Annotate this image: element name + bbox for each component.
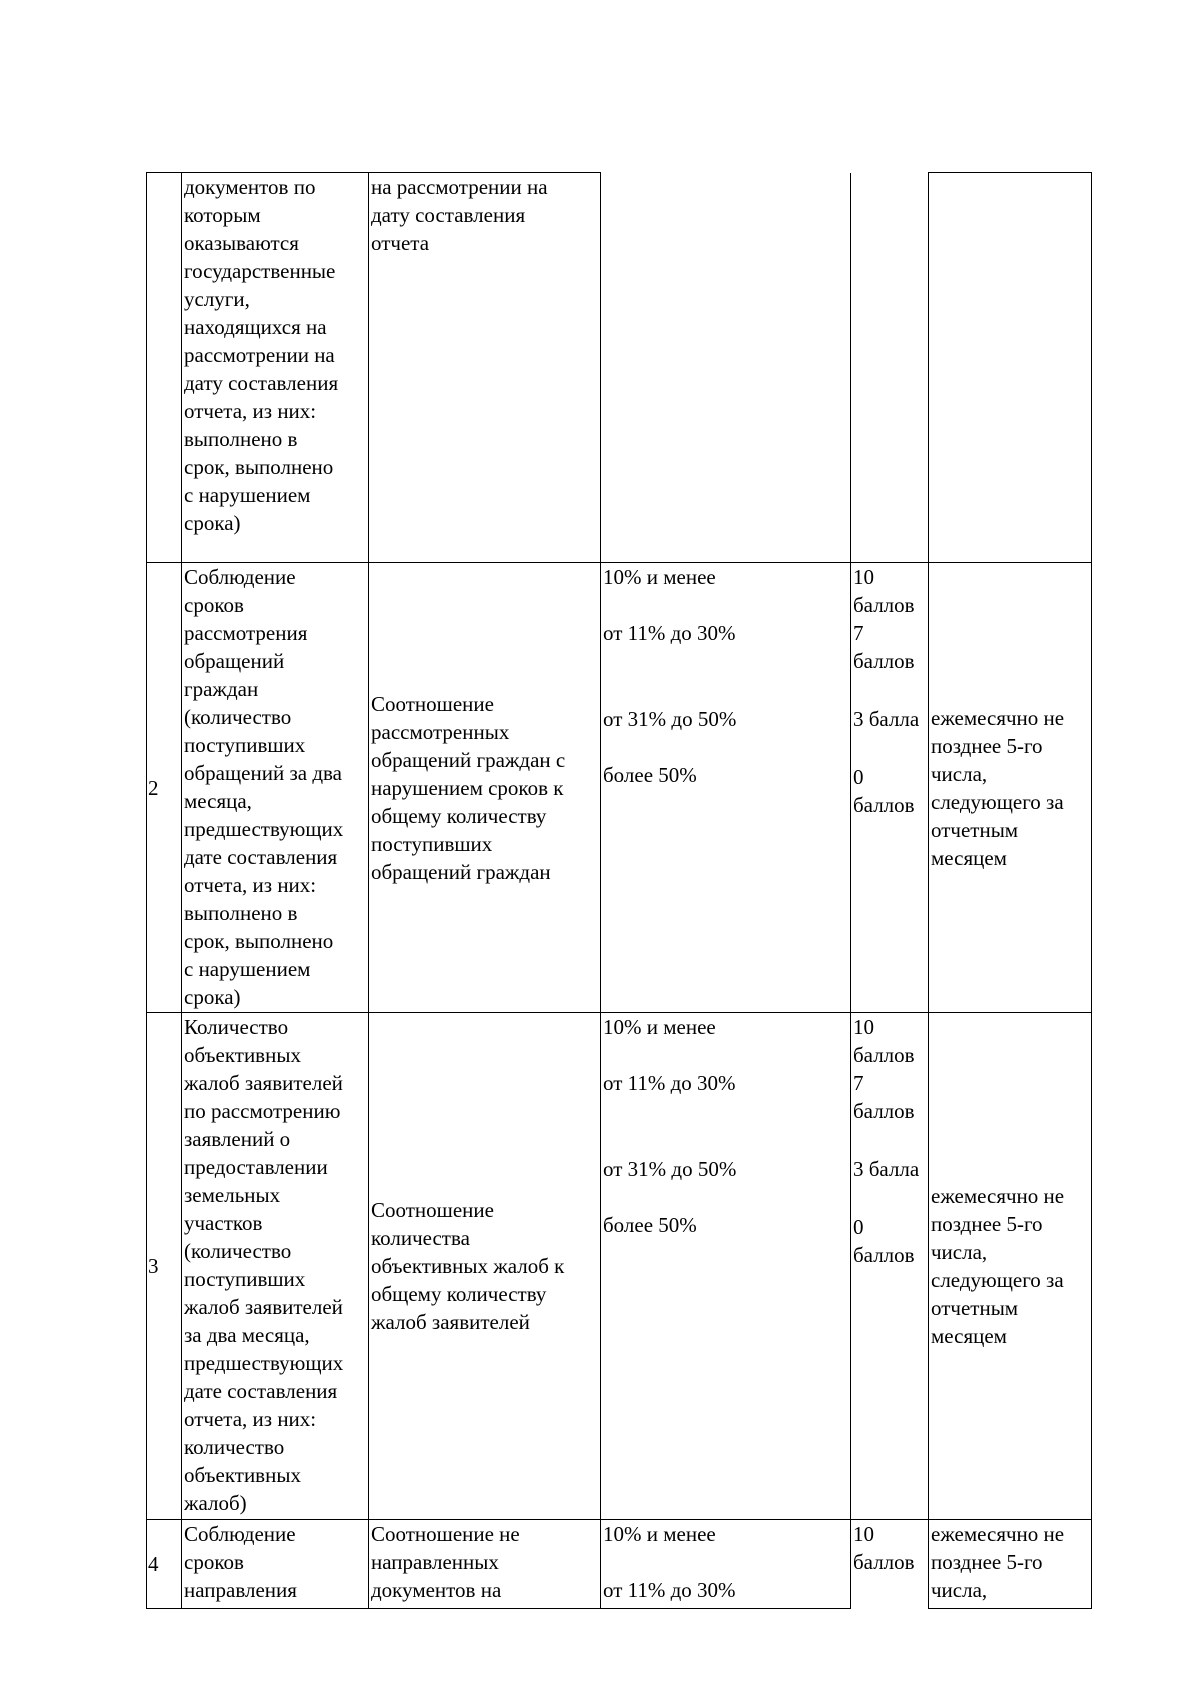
formula-cell: Соотношение количества объективных жалоб к общему количеству жалоб заявителей [369, 1013, 601, 1520]
deadline-cell: ежемесячно не позднее 5-го числа, следующего за отчетным месяцем [929, 563, 1092, 1013]
table-row [147, 1520, 1092, 1609]
row-number-cell: 4 [147, 1520, 182, 1609]
indicator-cell: Количество объективных жалоб заявителей по рассмотрению заявлений о предоставлении земельных участков (количество поступивших жалоб заявителей за два месяца, предшествующих дате составления отчета, из них: количество объективных жалоб) [182, 1013, 369, 1520]
table-row [147, 1013, 1092, 1520]
criteria-cell [601, 173, 851, 563]
points-cell: 10 баллов 7 баллов 3 балла 0 баллов [851, 1013, 929, 1520]
row-number-cell: 3 [147, 1013, 182, 1520]
deadline-cell [929, 173, 1092, 563]
deadline-cell: ежемесячно не позднее 5-го числа, следующего за отчетным месяцем [929, 1013, 1092, 1520]
indicator-cell: документов по которым оказываются государственные услуги, находящихся на рассмотрении на дату составления отчета, из них: выполнено в срок, выполнено с нарушением срока) [182, 173, 369, 563]
indicator-cell: Соблюдение сроков рассмотрения обращений граждан (количество поступивших обращений за два месяца, предшествующих дате составления отчета, из них: выполнено в срок, выполнено с нарушением срока) [182, 563, 369, 1013]
criteria-cell: 10% и менее от 11% до 30% от 31% до 50% более 50% [601, 1013, 851, 1520]
formula-cell: Соотношение рассмотренных обращений граждан с нарушением сроков к общему количеству поступивших обращений граждан [369, 563, 601, 1013]
deadline-cell: ежемесячно не позднее 5-го числа, [929, 1520, 1092, 1609]
points-cell: 10 баллов 7 баллов 3 балла 0 баллов [851, 563, 929, 1013]
criteria-cell: 10% и менее от 11% до 30% [601, 1520, 851, 1609]
table-row [147, 173, 1092, 563]
formula-cell: Соотношение не направленных документов на [369, 1520, 601, 1609]
formula-cell: на рассмотрении на дату составления отчета [369, 173, 601, 563]
row-number-cell [147, 173, 182, 563]
indicator-cell: Соблюдение сроков направления [182, 1520, 369, 1609]
table-row [147, 563, 1092, 1013]
report-criteria-table [146, 172, 1092, 1609]
criteria-cell: 10% и менее от 11% до 30% от 31% до 50% более 50% [601, 563, 851, 1013]
row-number-cell: 2 [147, 563, 182, 1013]
points-cell: 10 баллов [851, 1520, 929, 1609]
points-cell [851, 173, 929, 563]
